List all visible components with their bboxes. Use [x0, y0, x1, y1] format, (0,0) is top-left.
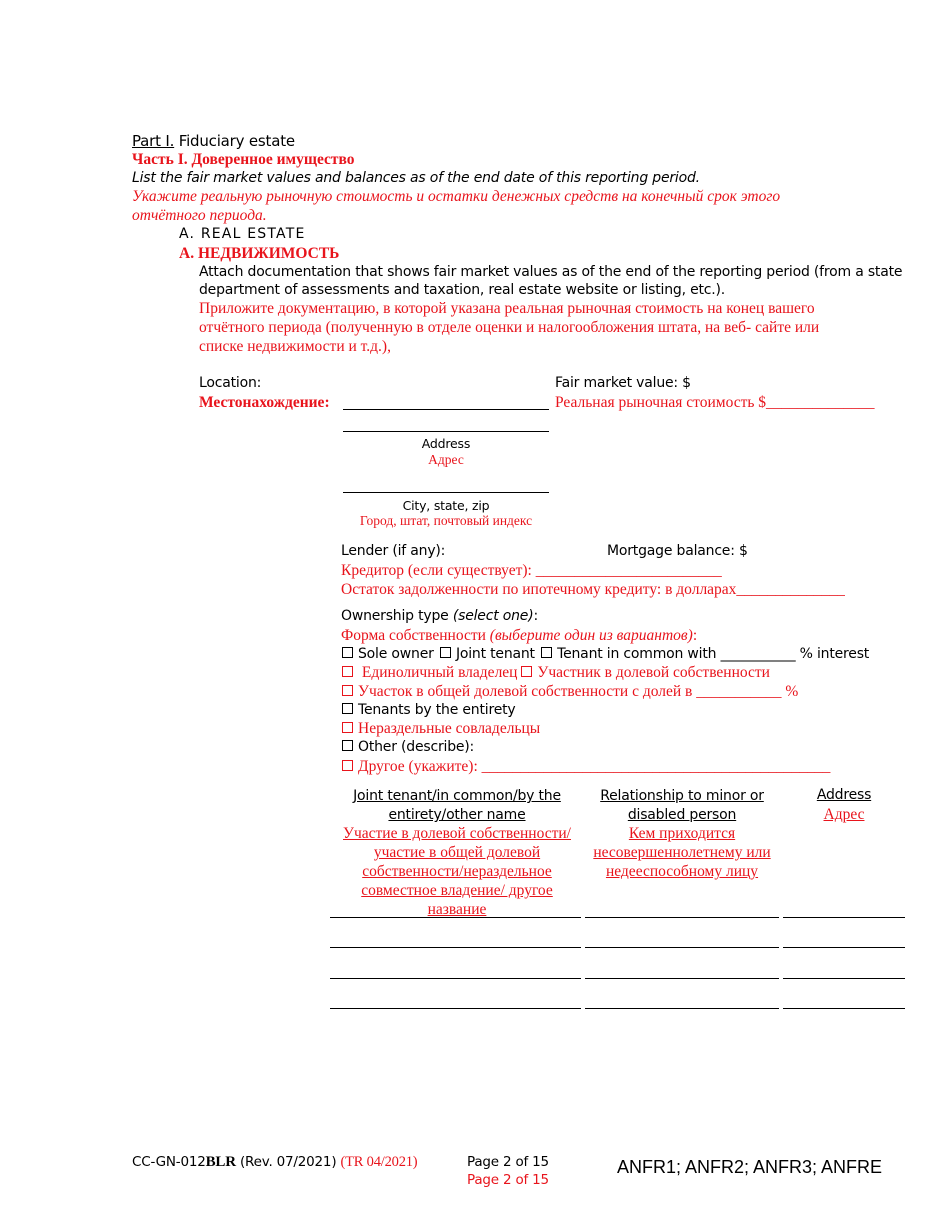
- form-code-suffix: BLR: [205, 1154, 236, 1170]
- sole-owner-checkbox[interactable]: [342, 647, 353, 658]
- col-header-address: Address: [816, 787, 872, 803]
- table-cell-relationship[interactable]: [585, 917, 779, 918]
- table-cell-name[interactable]: [330, 978, 581, 979]
- joint-tenant-label: Joint tenant: [455, 646, 535, 662]
- part-label: Part I.: [132, 132, 175, 150]
- address-caption: Address: [421, 436, 471, 451]
- section-a-heading: A. REAL ESTATE: [179, 226, 306, 242]
- ownership-label: [341, 608, 538, 624]
- other-checkbox[interactable]: [342, 740, 353, 751]
- mortgage-label-ru: Остаток задолженности по ипотечному кредиту: в долларах______________: [341, 581, 845, 598]
- table-cell-name[interactable]: [330, 1008, 581, 1009]
- address-caption-ru: Адрес: [428, 452, 464, 467]
- tenant-in-common-row-ru: [342, 683, 798, 701]
- col-header-address-ru: Адрес: [823, 806, 865, 823]
- form-field-codes: ANFR1; ANFR2; ANFR3; ANFRE: [617, 1157, 883, 1177]
- attach-instructions-ru-3: списке недвижимости и т.д.),: [199, 338, 391, 355]
- col-header-relationship: Relationship to minor or disabled person: [600, 788, 764, 823]
- form-code: CC-GN-012: [132, 1154, 206, 1170]
- table-cell-name[interactable]: [330, 947, 581, 948]
- form-number: [132, 1154, 417, 1171]
- col-header-name: Joint tenant/in common/by the entirety/other name: [353, 788, 561, 823]
- mortgage-label: Mortgage balance: $: [607, 543, 748, 559]
- form-revision: (Rev. 07/2021): [235, 1154, 341, 1170]
- part-instructions: List the fair market values and balances as of the end date of this reporting period.: [132, 170, 700, 186]
- fmv-label: Fair market value: $: [555, 375, 691, 391]
- other-row-ru: [342, 758, 830, 776]
- table-cell-address[interactable]: [783, 978, 905, 979]
- ownership-select-hint-ru: (выберите один из вариантов): [489, 627, 693, 644]
- entirety-row-ru: [342, 720, 540, 738]
- part-title: Fiduciary estate: [174, 132, 295, 150]
- tenant-in-common-label: Tenant in common with ___________ % interest: [557, 646, 870, 662]
- attach-instructions-2: department of assessments and taxation, real estate website or listing, etc.).: [199, 282, 726, 298]
- table-cell-relationship[interactable]: [585, 1008, 779, 1009]
- sole-owner-label: Sole owner: [358, 646, 434, 662]
- table-cell-relationship[interactable]: [585, 947, 779, 948]
- table-cell-address[interactable]: [783, 917, 905, 918]
- table-cell-address[interactable]: [783, 1008, 905, 1009]
- location-input-line[interactable]: [343, 409, 549, 410]
- city-caption-ru: Город, штат, почтовый индекс: [359, 513, 533, 528]
- joint-tenant-checkbox-ru[interactable]: [521, 666, 532, 677]
- page-number-ru: Page 2 of 15: [467, 1172, 549, 1188]
- table-cell-address[interactable]: [783, 947, 905, 948]
- location-label-ru: Местонахождение:: [199, 394, 330, 411]
- ownership-colon: :: [533, 608, 538, 624]
- tenant-in-common-checkbox-ru[interactable]: [342, 685, 353, 696]
- ownership-options-row: [342, 646, 869, 662]
- location-label: Location:: [199, 375, 262, 391]
- ownership-label-ru-text: Форма собственности: [341, 627, 490, 644]
- joint-tenant-checkbox[interactable]: [440, 647, 451, 658]
- table-cell-name[interactable]: [330, 917, 581, 918]
- attach-instructions-ru-1: Приложите документацию, в которой указана реальная рыночная стоимость на конец вашего: [199, 300, 815, 317]
- other-checkbox-ru[interactable]: [342, 760, 353, 771]
- ownership-select-hint: (select one): [452, 608, 534, 624]
- ownership-colon-ru: :: [692, 627, 698, 644]
- entirety-label: Tenants by the entirety: [358, 702, 516, 718]
- sole-owner-checkbox-ru[interactable]: [342, 666, 353, 677]
- entirety-row: [342, 702, 516, 718]
- ownership-options-row-ru: [342, 664, 770, 682]
- ownership-label-ru: [341, 627, 697, 645]
- joint-tenant-label-ru: Участник в долевой собственности: [537, 664, 770, 681]
- tenant-in-common-label-ru: Участок в общей долевой собственности с долей в ___________ %: [358, 683, 799, 700]
- address-input-line[interactable]: [343, 431, 549, 432]
- part-instructions-ru-1: Укажите реальную рыночную стоимость и остатки денежных средств на конечный срок этого: [132, 188, 781, 205]
- tenant-in-common-checkbox[interactable]: [541, 647, 552, 658]
- entirety-checkbox[interactable]: [342, 703, 353, 714]
- attach-instructions-1: Attach documentation that shows fair market values as of the end of the reporting period (from a state: [199, 264, 903, 280]
- lender-label: Lender (if any):: [341, 543, 446, 559]
- section-a-heading-ru: А. НЕДВИЖИМОСТЬ: [179, 245, 340, 262]
- sole-owner-label-ru: Единоличный владелец: [361, 664, 518, 681]
- other-label: Other (describe):: [358, 739, 475, 755]
- entirety-label-ru: Нераздельные совладельцы: [358, 720, 541, 737]
- page-number: Page 2 of 15: [467, 1154, 549, 1170]
- table-cell-relationship[interactable]: [585, 978, 779, 979]
- attach-instructions-ru-2: отчётного периода (полученную в отделе оценки и налогообложения штата, на веб- сайте или: [199, 319, 820, 336]
- col-header-name-ru: Участие в долевой собственности/ участие в общей долевой собственности/нераздельное совместное владение/ другое название: [343, 825, 571, 918]
- other-row: [342, 739, 474, 755]
- ownership-label-text: Ownership type: [341, 608, 453, 624]
- col-header-relationship-ru: Кем приходится несовершеннолетнему или недееспособному лицу: [593, 825, 771, 880]
- part-heading: [132, 132, 295, 150]
- form-translation-revision: (TR 04/2021): [340, 1154, 418, 1170]
- city-caption: City, state, zip: [402, 498, 490, 513]
- part-instructions-ru-2: отчётного периода.: [132, 207, 267, 224]
- entirety-checkbox-ru[interactable]: [342, 722, 353, 733]
- city-input-line[interactable]: [343, 492, 549, 493]
- part-title-ru: Часть I. Доверенное имущество: [132, 151, 355, 168]
- fmv-label-ru: Реальная рыночная стоимость $______________: [555, 394, 875, 411]
- other-label-ru: Другое (укажите): _____________________________________________: [358, 758, 831, 775]
- lender-label-ru: Кредитор (если существует): ________________________: [341, 562, 722, 579]
